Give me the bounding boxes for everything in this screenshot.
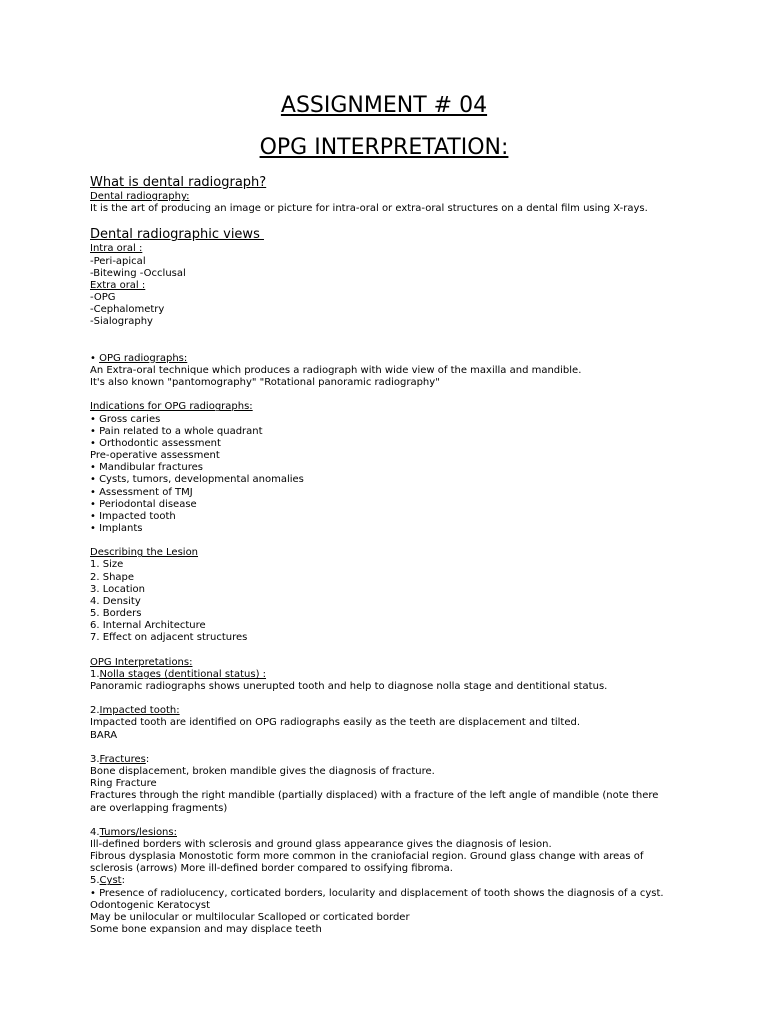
list-item: • Assessment of TMJ [90,486,193,498]
label-suffix: : [121,875,125,887]
list-item: • Periodontal disease [90,498,197,510]
list-item: Pre-operative assessment [90,450,220,462]
list-item: 2. Shape [90,571,135,583]
list-item: 3. Location [90,583,146,595]
list-item: -Sialography [90,316,153,328]
spacer [90,329,690,353]
text-line: Ring Fracture [90,778,157,790]
spacer [90,535,690,547]
text-line: Odontogenic Keratocyst [90,899,211,911]
spacer [90,645,690,657]
text-line: Bone displacement, broken mandible gives the diagnosis of fracture. [90,766,435,778]
list-item: 1. Size [90,559,124,571]
item-number: 4. [90,826,100,838]
text-line: Panoramic radiographs shows unerupted tooth and help to diagnose nolla stage and dentitional status. [90,681,608,693]
list-item: • Mandibular fractures [90,462,203,474]
label-cyst: Cyst [99,875,122,887]
list-item: -OPG [90,292,116,304]
list-item: • Cysts, tumors, developmental anomalies [90,474,304,486]
list-item: • Impacted tooth [90,510,176,522]
label-indications: Indications for OPG radiographs: [90,401,253,413]
list-item: • Orthodontic assessment [90,437,221,449]
heading-radiographic-views: Dental radiographic views [90,227,264,243]
label-impacted-tooth: Impacted tooth: [99,705,180,717]
item-heading-cyst [90,875,690,887]
spacer [90,215,690,227]
text-line: • Presence of radiolucency, corticated borders, locularity and displacement of tooth shows the diagnosis of a cyst. [90,887,664,899]
label-intra-oral: Intra oral : [90,243,143,255]
page-subtitle: OPG INTERPRETATION: [259,135,509,160]
item-heading-tumors [90,827,690,839]
label-suffix: : [145,753,150,765]
list-item: • Gross caries [90,413,161,425]
text-line: Ill-defined borders with sclerosis and ground glass appearance gives the diagnosis of lesion. [90,839,552,850]
item-number: 5. [90,875,100,887]
heading-what-is-dental-radiograph: What is dental radiograph? [90,175,267,190]
spacer [90,815,690,827]
text-line: It's also known "pantomography" "Rotational panoramic radiography" [90,377,440,389]
list-item: 6. Internal Architecture [90,620,206,632]
item-number: 1. [90,668,100,680]
list-item: -Cephalometry [90,304,165,316]
assignment-title: ASSIGNMENT # 04 [280,93,488,118]
list-item: 7. Effect on adjacent structures [90,632,248,644]
label-extra-oral: Extra oral : [90,279,146,291]
text-line: An Extra-oral technique which produces a radiograph with wide view of the maxilla and mandible. [90,365,582,376]
text-line: Impacted tooth are identified on OPG radiographs easily as the teeth are displacement and tilted. [90,717,581,729]
text-dental-radiography: It is the art of producing an image or picture for intra-oral or extra-oral structures on a dental film using X-rays. [90,203,648,215]
spacer [90,742,690,754]
text-line: BARA [90,729,118,741]
list-item: • Implants [90,523,143,535]
item-number: 3. [90,753,100,765]
item-heading-impacted [90,705,690,717]
list-item: 5. Borders [90,608,142,620]
item-heading-fractures [90,754,690,766]
label-fractures: Fractures [99,753,146,765]
text-line: are overlapping fragments) [90,802,228,814]
document-body [90,175,690,936]
list-item: 4. Density [90,595,141,607]
label-opg-radiographs: OPG radiographs: [99,352,188,364]
label-describing-lesion: Describing the Lesion [90,547,199,559]
label-dental-radiography: Dental radiography: [90,191,190,202]
spacer [90,693,690,705]
label-nolla-stages: Nolla stages (dentitional status) : [99,668,267,680]
label-opg-interpretations: OPG Interpretations: [90,656,193,668]
item-heading-nolla [90,669,690,681]
list-item: -Peri-apical [90,255,146,267]
bullet: • [90,352,100,364]
list-item: -Bitewing -Occlusal [90,267,186,279]
spacer [90,389,690,401]
opg-radiographs-heading [90,353,690,365]
label-tumors-lesions: Tumors/lesions: [99,826,177,838]
text-line: Fibrous dysplasia Monostotic form more common in the craniofacial region. Ground glass change with areas of [90,851,644,863]
list-item: • Pain related to a whole quadrant [90,425,263,437]
text-line: sclerosis (arrows) More ill-defined border compared to ossifying fibroma. [90,863,453,875]
item-number: 2. [90,705,100,717]
text-line: Some bone expansion and may displace teeth [90,924,322,936]
text-line: May be unilocular or multilocular Scalloped or corticated border [90,911,410,923]
text-line: Fractures through the right mandible (partially displaced) with a fracture of the left angle of mandible (note there [90,790,659,802]
